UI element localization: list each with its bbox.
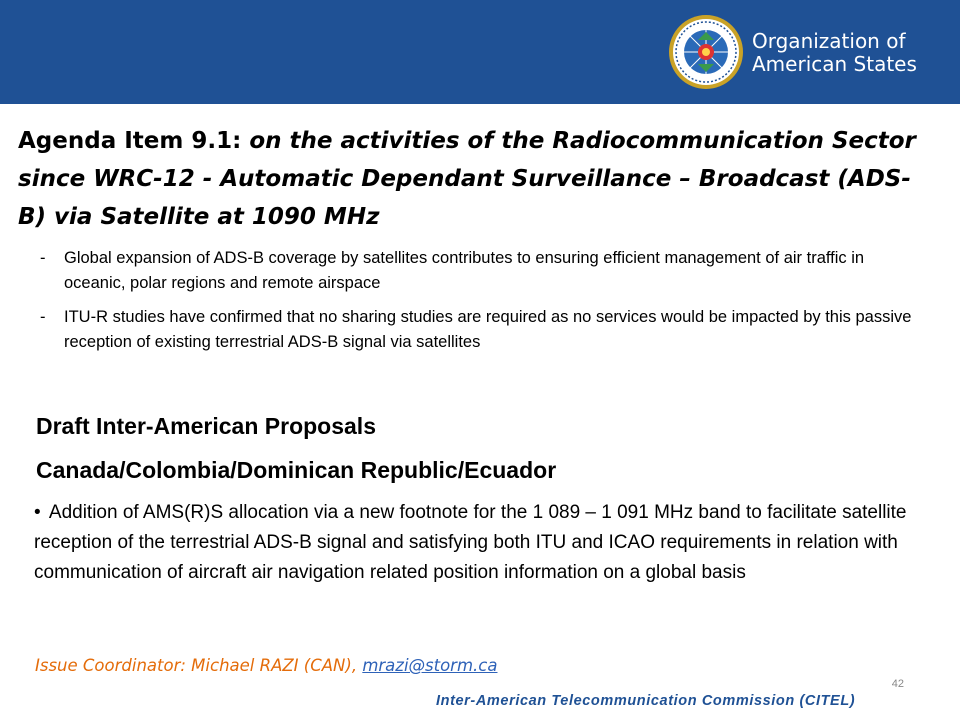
list-item-text: ITU-R studies have confirmed that no sharing studies are required as no services would be impacted by this passive reception of existing terrestrial ADS-B signal via satellites <box>64 308 912 351</box>
proposal-text: Addition of AMS(R)S allocation via a new footnote for the 1 089 – 1 091 MHz band to facilitate satellite reception of the terrestrial ADS-B signal and satisfying both ITU and ICAO requirements in relation with communication of aircraft air navigation related position information on a global basis <box>34 502 907 583</box>
section-heading: Draft Inter-American Proposals <box>36 413 376 439</box>
org-name-line2: American States <box>752 52 917 76</box>
organization-name <box>752 30 917 76</box>
slide-title <box>18 122 928 236</box>
list-item <box>40 246 920 296</box>
coordinator-email-link[interactable]: mrazi@storm.ca <box>362 656 498 675</box>
title-subject: on the activities of the Radiocommunication Sector since WRC-12 - Automatic Dependant Surveillance – Broadcast (ADS-B) via Satellite at 1090 MHz <box>18 128 916 230</box>
oas-seal-icon <box>668 14 744 90</box>
title-prefix: Agenda Item 9.1: <box>18 128 250 154</box>
header-band <box>0 0 960 104</box>
proposal-paragraph <box>34 498 914 588</box>
org-name-line1: Organization of <box>752 29 906 53</box>
list-item-text: Global expansion of ADS-B coverage by satellites contributes to ensuring efficient management of air traffic in oceanic, polar regions and remote airspace <box>64 249 865 292</box>
dash-marker: - <box>40 308 46 326</box>
issue-coordinator <box>35 654 497 678</box>
footer-text: Inter-American Telecommunication Commission (CITEL) <box>436 693 856 709</box>
list-item <box>40 305 920 355</box>
dash-marker: - <box>40 249 46 267</box>
page-number: 42 <box>891 678 904 690</box>
countries-heading: Canada/Colombia/Dominican Republic/Ecuador <box>36 457 557 483</box>
dash-list <box>40 246 920 364</box>
bullet-marker: • <box>34 502 41 523</box>
coordinator-label: Issue Coordinator: Michael RAZI (CAN), <box>35 656 363 675</box>
